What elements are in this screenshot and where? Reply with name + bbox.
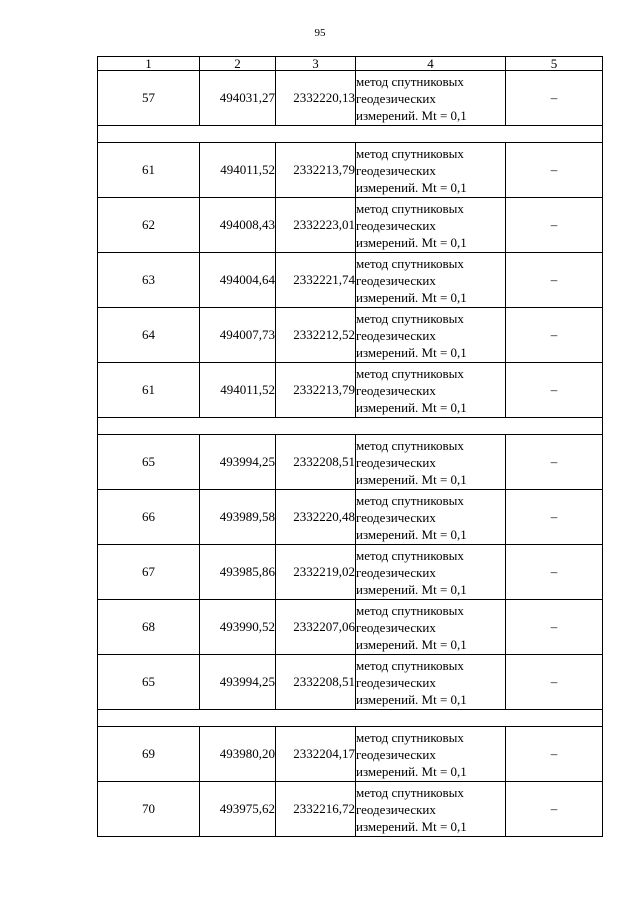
method-text-line: метод спутниковых [356, 365, 464, 381]
method-text-line: метод спутниковых [356, 310, 464, 326]
accuracy-dash-cell: – [506, 490, 603, 545]
table-row [98, 545, 603, 600]
table-row [98, 435, 603, 490]
point-number-cell: 65 [98, 435, 200, 490]
point-number-cell: 67 [98, 545, 200, 600]
x-coordinate-cell: 494031,27 [200, 71, 276, 126]
point-number-cell: 64 [98, 308, 200, 363]
x-coordinate-cell: 493990,52 [200, 600, 276, 655]
y-coordinate-cell: 2332204,17 [276, 727, 356, 782]
table-separator-row [98, 710, 603, 727]
method-text-line: измерений. Mt = 0,1 [356, 399, 467, 415]
method-cell [356, 71, 506, 126]
method-text-line: метод спутниковых [356, 729, 464, 745]
accuracy-dash-cell: – [506, 545, 603, 600]
method-text-line: геодезических [356, 619, 436, 635]
method-text-line: метод спутниковых [356, 784, 464, 800]
table-header-row [98, 57, 603, 71]
method-cell [356, 727, 506, 782]
column-header-4: 4 [356, 57, 506, 71]
column-header-3: 3 [276, 57, 356, 71]
column-header-2: 2 [200, 57, 276, 71]
y-coordinate-cell: 2332212,52 [276, 308, 356, 363]
table-separator-row [98, 418, 603, 435]
method-cell [356, 435, 506, 490]
method-text-line: измерений. Mt = 0,1 [356, 179, 467, 195]
coordinates-table [97, 56, 603, 837]
method-text-line: метод спутниковых [356, 145, 464, 161]
y-coordinate-cell: 2332223,01 [276, 198, 356, 253]
method-cell [356, 198, 506, 253]
column-header-1: 1 [98, 57, 200, 71]
method-text-line: геодезических [356, 272, 436, 288]
method-text-line: геодезических [356, 801, 436, 817]
page-number: 95 [314, 27, 326, 39]
table-row [98, 655, 603, 710]
accuracy-dash-cell: – [506, 71, 603, 126]
method-text-line: геодезических [356, 90, 436, 106]
method-cell [356, 545, 506, 600]
x-coordinate-cell: 493989,58 [200, 490, 276, 545]
accuracy-dash-cell: – [506, 143, 603, 198]
method-text-line: метод спутниковых [356, 200, 464, 216]
method-cell [356, 363, 506, 418]
accuracy-dash-cell: – [506, 782, 603, 837]
method-text-line: метод спутниковых [356, 255, 464, 271]
method-text-line: метод спутниковых [356, 657, 464, 673]
method-text-line: геодезических [356, 454, 436, 470]
x-coordinate-cell: 493994,25 [200, 435, 276, 490]
accuracy-dash-cell: – [506, 363, 603, 418]
table-row [98, 71, 603, 126]
method-text-line: геодезических [356, 327, 436, 343]
table-row [98, 727, 603, 782]
y-coordinate-cell: 2332213,79 [276, 143, 356, 198]
accuracy-dash-cell: – [506, 655, 603, 710]
y-coordinate-cell: 2332221,74 [276, 253, 356, 308]
method-cell [356, 490, 506, 545]
x-coordinate-cell: 493980,20 [200, 727, 276, 782]
point-number-cell: 61 [98, 363, 200, 418]
method-text-line: геодезических [356, 509, 436, 525]
point-number-cell: 57 [98, 71, 200, 126]
point-number-cell: 65 [98, 655, 200, 710]
y-coordinate-cell: 2332216,72 [276, 782, 356, 837]
x-coordinate-cell: 493975,62 [200, 782, 276, 837]
y-coordinate-cell: 2332207,06 [276, 600, 356, 655]
table-row [98, 600, 603, 655]
table-row [98, 143, 603, 198]
method-text-line: метод спутниковых [356, 547, 464, 563]
method-text-line: метод спутниковых [356, 73, 464, 89]
table-separator-row [98, 126, 603, 143]
method-text-line: измерений. Mt = 0,1 [356, 471, 467, 487]
table-separator-cell [98, 126, 603, 143]
x-coordinate-cell: 494011,52 [200, 143, 276, 198]
y-coordinate-cell: 2332208,51 [276, 435, 356, 490]
method-cell [356, 253, 506, 308]
method-text-line: измерений. Mt = 0,1 [356, 636, 467, 652]
method-text-line: геодезических [356, 746, 436, 762]
point-number-cell: 62 [98, 198, 200, 253]
x-coordinate-cell: 494008,43 [200, 198, 276, 253]
point-number-cell: 66 [98, 490, 200, 545]
point-number-cell: 63 [98, 253, 200, 308]
method-text-line: геодезических [356, 674, 436, 690]
table-row [98, 198, 603, 253]
accuracy-dash-cell: – [506, 600, 603, 655]
accuracy-dash-cell: – [506, 253, 603, 308]
method-cell [356, 143, 506, 198]
method-text-line: геодезических [356, 564, 436, 580]
accuracy-dash-cell: – [506, 727, 603, 782]
method-text-line: измерений. Mt = 0,1 [356, 289, 467, 305]
x-coordinate-cell: 494011,52 [200, 363, 276, 418]
method-text-line: измерений. Mt = 0,1 [356, 581, 467, 597]
x-coordinate-cell: 494007,73 [200, 308, 276, 363]
method-cell [356, 600, 506, 655]
method-cell [356, 308, 506, 363]
column-header-5: 5 [506, 57, 603, 71]
table-body [98, 71, 603, 837]
x-coordinate-cell: 493994,25 [200, 655, 276, 710]
method-text-line: метод спутниковых [356, 602, 464, 618]
x-coordinate-cell: 493985,86 [200, 545, 276, 600]
method-text-line: измерений. Mt = 0,1 [356, 526, 467, 542]
accuracy-dash-cell: – [506, 435, 603, 490]
y-coordinate-cell: 2332220,13 [276, 71, 356, 126]
method-text-line: геодезических [356, 382, 436, 398]
method-text-line: геодезических [356, 162, 436, 178]
method-text-line: измерений. Mt = 0,1 [356, 234, 467, 250]
x-coordinate-cell: 494004,64 [200, 253, 276, 308]
point-number-cell: 70 [98, 782, 200, 837]
y-coordinate-cell: 2332220,48 [276, 490, 356, 545]
table-row [98, 253, 603, 308]
table-row [98, 782, 603, 837]
point-number-cell: 68 [98, 600, 200, 655]
table-row [98, 490, 603, 545]
accuracy-dash-cell: – [506, 308, 603, 363]
method-text-line: метод спутниковых [356, 492, 464, 508]
method-text-line: измерений. Mt = 0,1 [356, 818, 467, 834]
table-separator-cell [98, 710, 603, 727]
method-text-line: измерений. Mt = 0,1 [356, 691, 467, 707]
table-row [98, 308, 603, 363]
method-text-line: метод спутниковых [356, 437, 464, 453]
table-row [98, 363, 603, 418]
y-coordinate-cell: 2332219,02 [276, 545, 356, 600]
method-cell [356, 782, 506, 837]
y-coordinate-cell: 2332213,79 [276, 363, 356, 418]
method-text-line: измерений. Mt = 0,1 [356, 763, 467, 779]
method-text-line: геодезических [356, 217, 436, 233]
method-text-line: измерений. Mt = 0,1 [356, 344, 467, 360]
accuracy-dash-cell: – [506, 198, 603, 253]
table-separator-cell [98, 418, 603, 435]
point-number-cell: 61 [98, 143, 200, 198]
y-coordinate-cell: 2332208,51 [276, 655, 356, 710]
point-number-cell: 69 [98, 727, 200, 782]
method-text-line: измерений. Mt = 0,1 [356, 107, 467, 123]
method-cell [356, 655, 506, 710]
